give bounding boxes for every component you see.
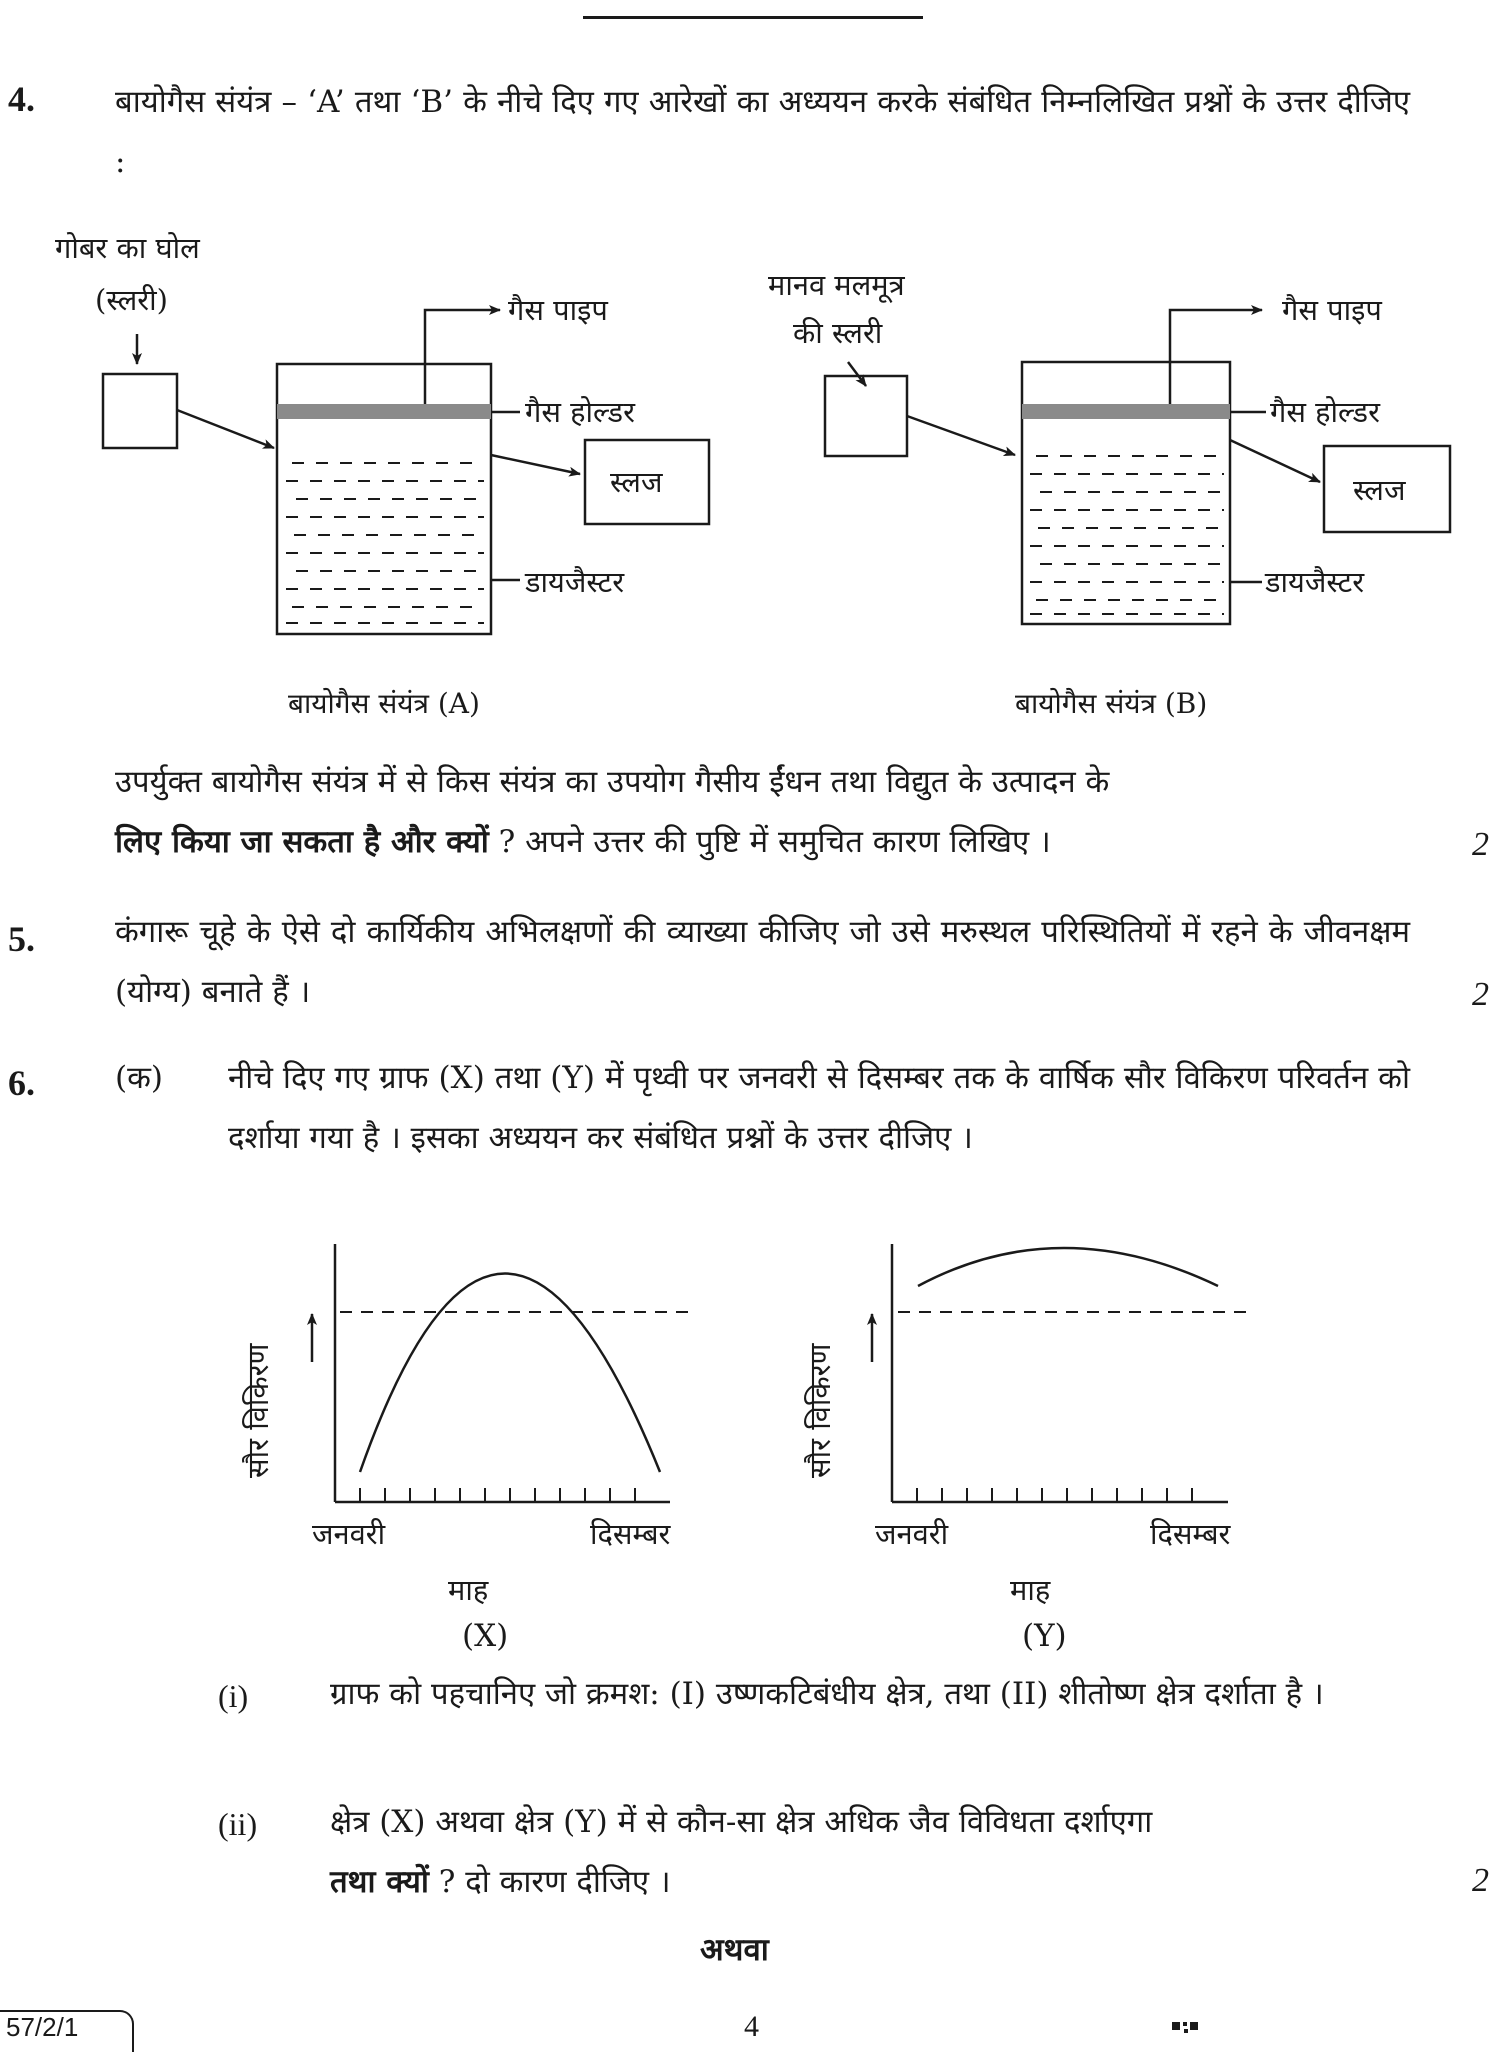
slurry-arrow-b	[848, 362, 866, 386]
graph-x-end-label: दिसम्बर	[590, 1517, 671, 1551]
slurry-inlet-box-b	[825, 376, 907, 456]
diagram-b-caption: बायोगैस संयंत्र (B)	[1015, 687, 1208, 720]
slurry-fill-b	[1030, 456, 1224, 614]
diagram-b-digester-label: डायजैस्टर	[1265, 565, 1365, 599]
diagram-a-sludge-label: स्लज	[610, 465, 663, 499]
inlet-arrow-b	[907, 416, 1015, 455]
sludge-box-b	[1324, 446, 1450, 532]
diagram-a-slurry-label-line1: गोबर का घोल	[55, 231, 200, 265]
biogas-plant-b	[825, 310, 1450, 624]
question-4-marks: 2	[1472, 826, 1489, 863]
gas-holder-band-a	[277, 404, 491, 419]
question-5-text: कंगारू चूहे के ऐसे दो कार्यिकीय अभिलक्षणों की व्याख्या कीजिए जो उसे मरुस्थल परिस्थितियों में रहने के जीवनक्षम (योग्य) बनाते हैं ।	[115, 914, 1410, 1010]
inlet-arrow-a	[177, 410, 274, 448]
diagram-b-slurry-label-line1: मानव मलमूत्र	[768, 268, 905, 302]
graph-x-start-label: जनवरी	[312, 1517, 386, 1551]
sub-question-ii-bold: तथा क्यों	[330, 1864, 429, 1900]
diagram-a-gas-holder-label: गैस होल्डर	[525, 395, 635, 429]
paper-code: 57/2/1	[0, 2010, 134, 2052]
or-separator: अथवा	[700, 1932, 769, 1968]
graph-y-end-label: दिसम्बर	[1150, 1517, 1231, 1551]
graph-y	[872, 1244, 1248, 1502]
diagram-b-gas-pipe-label: गैस पाइप	[1282, 293, 1382, 327]
graph-y-curve	[918, 1248, 1218, 1286]
question-4-prompt-line1: उपर्युक्त बायोगैस संयंत्र में से किस संयंत्र का उपयोग गैसीय ईंधन तथा विद्युत के उत्पादन के	[115, 764, 1110, 800]
graph-x-curve	[360, 1274, 660, 1473]
graph-y-xlabel: माह	[1010, 1573, 1051, 1607]
diagram-a-slurry-label-line2: (स्लरी)	[95, 283, 168, 317]
diagram-b-slurry-label-line2: की स्लरी	[793, 316, 883, 350]
graph-x-caption: (X)	[462, 1618, 509, 1654]
graph-y-ylabel: सौर विकिरण	[803, 1343, 837, 1478]
question-4-prompt	[115, 752, 1410, 872]
question-4-prompt-tail: ? अपने उत्तर की पुष्टि में समुचित कारण लिखिए ।	[488, 824, 1051, 860]
diagram-b-sludge-label: स्लज	[1353, 473, 1406, 507]
diagram-a-caption: बायोगैस संयंत्र (A)	[288, 687, 480, 720]
question-5-marks: 2	[1472, 976, 1489, 1013]
graph-x	[312, 1244, 690, 1502]
graph-x-xlabel: माह	[448, 1573, 489, 1607]
question-6-marks: 2	[1472, 1862, 1489, 1899]
diagram-b-gas-holder-label: गैस होल्डर	[1270, 395, 1380, 429]
sub-question-ii-line1: क्षेत्र (X) अथवा क्षेत्र (Y) में से कौन-सा क्षेत्र अधिक जैव विविधता दर्शाएगा	[330, 1804, 1153, 1840]
slurry-inlet-box-a	[103, 374, 177, 448]
sludge-arrow-b	[1230, 440, 1320, 482]
question-6-text: नीचे दिए गए ग्राफ (X) तथा (Y) में पृथ्वी पर जनवरी से दिसम्बर तक के वार्षिक सौर विकिरण परिवर्तन को दर्शाया गया है । इसका अध्ययन कर संबंधित प्रश्नों के उत्तर दीजिए ।	[228, 1060, 1410, 1156]
question-6-part: (क)	[115, 1060, 163, 1096]
question-6-number: 6.	[8, 1063, 35, 1103]
diagram-a-digester-label: डायजैस्टर	[525, 565, 625, 599]
digester-tank-b	[1022, 362, 1230, 624]
solar-radiation-graphs	[0, 1230, 1505, 1630]
question-4-number: 4.	[8, 79, 35, 119]
graph-x-ylabel: सौर विकिरण	[241, 1343, 275, 1478]
sub-question-i-number: (i)	[218, 1678, 249, 1714]
sub-question-i-text: ग्राफ को पहचानिए जो क्रमश: (I) उष्णकटिबंधीय क्षेत्र, तथा (II) शीतोष्ण क्षेत्र दर्शाता है ।	[330, 1676, 1324, 1712]
diagram-a-gas-pipe-label: गैस पाइप	[508, 293, 608, 327]
sub-question-ii-tail: ? दो कारण दीजिए ।	[428, 1864, 671, 1900]
graph-y-start-label: जनवरी	[875, 1517, 949, 1551]
sub-question-ii-text	[330, 1792, 1410, 1912]
graph-y-caption: (Y)	[1022, 1618, 1067, 1654]
sludge-box-a	[585, 440, 709, 524]
gas-pipe-a	[425, 310, 500, 404]
biogas-plant-a	[103, 310, 709, 634]
sludge-arrow-a	[491, 455, 580, 474]
page-number: 4	[744, 2010, 759, 2043]
qr-code-icon	[1172, 2020, 1202, 2034]
slurry-fill-a	[286, 463, 484, 623]
gas-holder-band-b	[1022, 404, 1230, 419]
graph-y-ticks	[917, 1488, 1192, 1502]
question-4-prompt-bold: लिए किया जा सकता है और क्यों	[115, 824, 489, 860]
biogas-diagrams	[0, 0, 1505, 700]
question-4-text: बायोगैस संयंत्र – ‘A’ तथा ‘B’ के नीचे दिए गए आरेखों का अध्ययन करके संबंधित निम्नलिखित प्रश्नों के उत्तर दीजिए :	[115, 84, 1410, 180]
gas-pipe-b	[1170, 310, 1262, 404]
graph-x-ticks	[360, 1488, 635, 1502]
question-5-number: 5.	[8, 919, 35, 959]
sub-question-ii-number: (ii)	[218, 1806, 258, 1842]
